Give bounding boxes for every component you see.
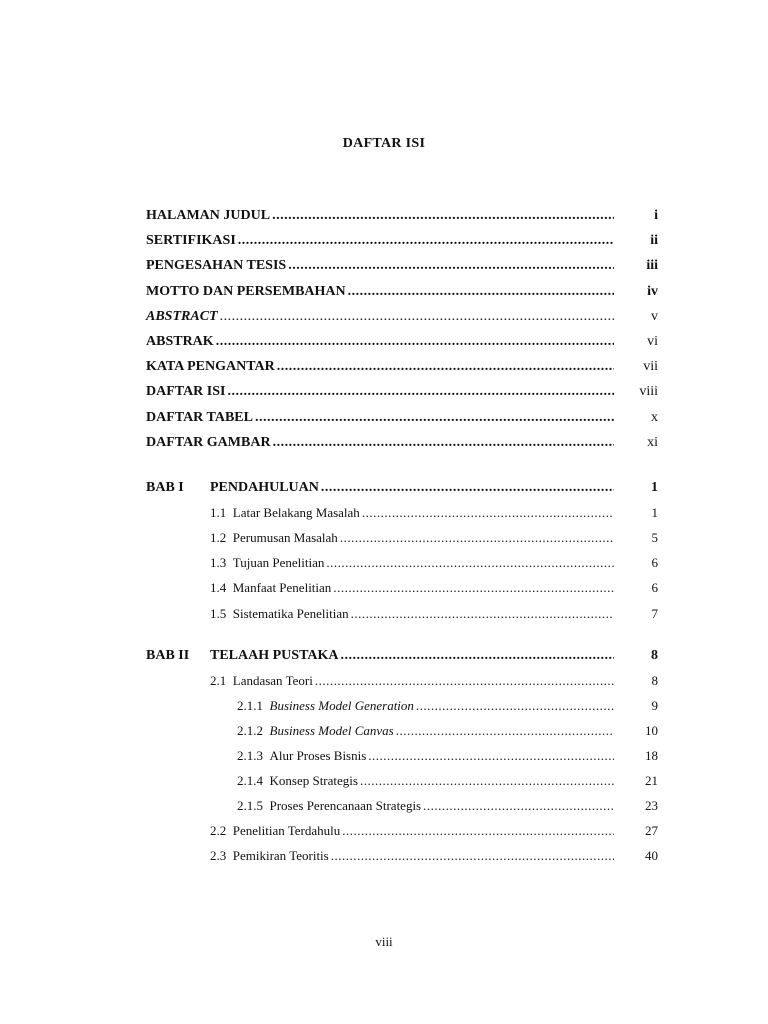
toc-subsection[interactable]: 2.1.3 Alur Proses Bisnis ..... 18	[237, 746, 658, 766]
toc-entry-halaman-judul[interactable]: HALAMAN JUDUL ..... i	[146, 206, 658, 226]
toc-subsection[interactable]: 2.1.4 Konsep Strategis ..... 21	[237, 771, 658, 791]
chapter-title: PENDAHULUAN	[210, 480, 319, 495]
toc-section[interactable]: 1.5 Sistematika Penelitian ..... 7	[210, 604, 658, 624]
toc-section[interactable]: 1.4 Manfaat Penelitian ..... 6	[210, 578, 658, 598]
toc-chapter-bab-1[interactable]: BAB I PENDAHULUAN ..... 1	[146, 478, 658, 498]
toc-section[interactable]: 2.1 Landasan Teori ..... 8	[210, 671, 658, 691]
page-title: DAFTAR ISI	[342, 136, 426, 151]
toc-entry-pengesahan-tesis[interactable]: PENGESAHAN TESIS ..... iii	[146, 256, 658, 276]
toc-entry-abstrak[interactable]: ABSTRAK ..... vi	[146, 332, 658, 352]
toc-entry-kata-pengantar[interactable]: KATA PENGANTAR ..... vii	[146, 357, 658, 377]
chapter-number: BAB II	[146, 648, 190, 663]
toc-section[interactable]: 1.2 Perumusan Masalah ..... 5	[210, 528, 658, 548]
toc-entry-motto[interactable]: MOTTO DAN PERSEMBAHAN ..... iv	[146, 282, 658, 302]
page-number: viii	[375, 934, 393, 949]
toc-section[interactable]: 1.1 Latar Belakang Masalah ..... 1	[210, 503, 658, 523]
toc-entry-daftar-isi[interactable]: DAFTAR ISI ..... viii	[146, 382, 658, 402]
toc-subsection[interactable]: 2.1.5 Proses Perencanaan Strategis ..... 23	[237, 796, 658, 816]
toc-entry-abstract[interactable]: ABSTRACT ..... v	[146, 307, 658, 327]
toc-entry-sertifikasi[interactable]: SERTIFIKASI ..... ii	[146, 231, 658, 251]
toc-section[interactable]: 1.3 Tujuan Penelitian ..... 6	[210, 553, 658, 573]
toc-entry-daftar-tabel[interactable]: DAFTAR TABEL ..... x	[146, 408, 658, 428]
chapter-number: BAB I	[146, 480, 184, 495]
chapter-title: TELAAH PUSTAKA	[210, 648, 339, 663]
toc-section[interactable]: 2.3 Pemikiran Teoritis ..... 40	[210, 846, 658, 866]
toc-entry-daftar-gambar[interactable]: DAFTAR GAMBAR ..... xi	[146, 433, 658, 453]
toc-subsection[interactable]: 2.1.1 Business Model Generation ..... 9	[237, 696, 658, 716]
toc-subsection[interactable]: 2.1.2 Business Model Canvas ..... 10	[237, 721, 658, 741]
toc-chapter-bab-2[interactable]: BAB II TELAAH PUSTAKA ..... 8	[146, 646, 658, 666]
toc-section[interactable]: 2.2 Penelitian Terdahulu ..... 27	[210, 821, 658, 841]
